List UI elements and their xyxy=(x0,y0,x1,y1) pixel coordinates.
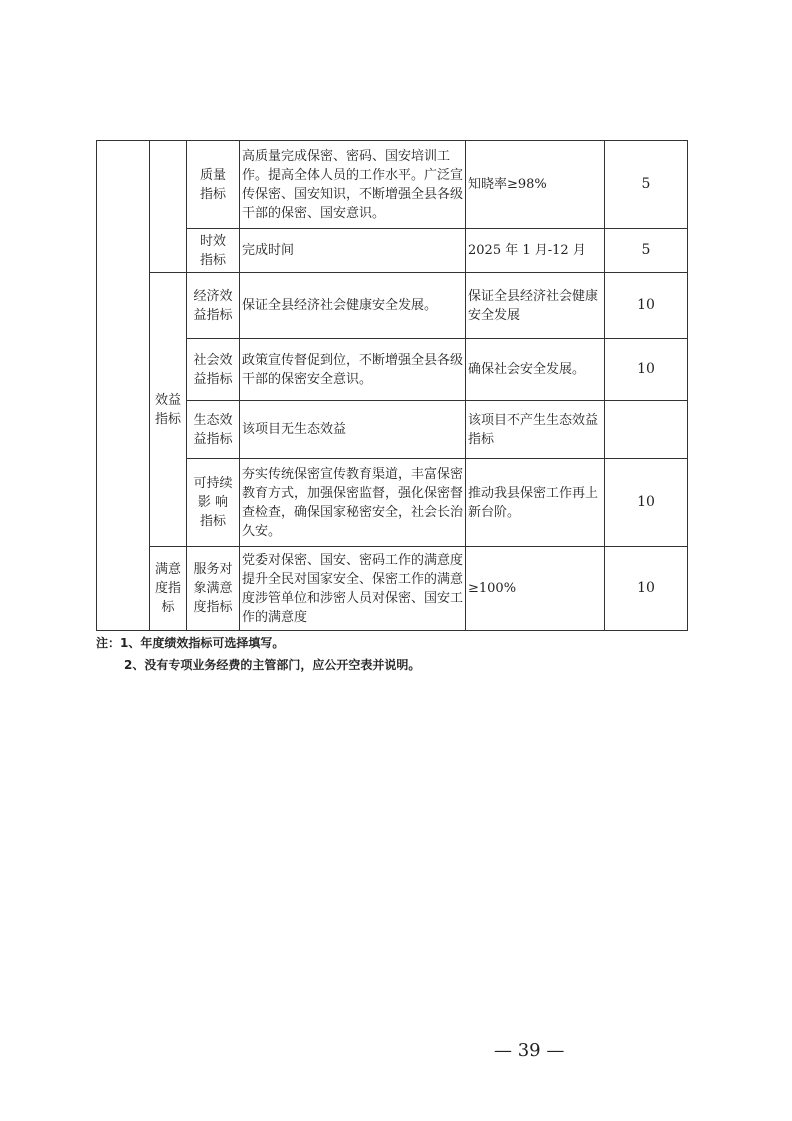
table-cell-score xyxy=(605,401,688,459)
table-cell-target: 保证全县经济社会健康安全发展 xyxy=(466,273,605,339)
table-cell-content: 夯实传统保密宣传教育渠道，丰富保密教育方式，加强保密监督，强化保密督查检查，确保国家秘密安全，社会长治久安。 xyxy=(240,459,466,547)
table-row xyxy=(97,547,688,631)
table-cell-level3: 服务对象满意度指标 xyxy=(187,547,240,631)
table-cell-target: 2025 年 1 月-12 月 xyxy=(466,229,605,273)
table-notes xyxy=(96,632,420,676)
table-cell-score: 10 xyxy=(605,273,688,339)
table-cell-score: 10 xyxy=(605,459,688,547)
table-cell-level3: 生态效益指标 xyxy=(187,401,240,459)
table-cell-level2: 满意 度指 标 xyxy=(150,547,187,631)
table-cell-level3: 质量 指标 xyxy=(187,141,240,229)
table-cell-level3: 社会效益指标 xyxy=(187,339,240,401)
page-number: — 39 — xyxy=(494,1040,565,1061)
note-line-2: 2、没有专项业务经费的主管部门，应公开空表并说明。 xyxy=(124,658,421,672)
note-line-1: 注：1、年度绩效指标可选择填写。 xyxy=(96,636,285,650)
performance-indicator-table xyxy=(96,140,688,631)
table-cell-content: 政策宣传督促到位，不断增强全县各级干部的保密安全意识。 xyxy=(240,339,466,401)
table-cell-score: 10 xyxy=(605,339,688,401)
table-cell-level1 xyxy=(97,141,150,631)
table-cell-target: 确保社会安全发展。 xyxy=(466,339,605,401)
table-cell-target: 知晓率≥98% xyxy=(466,141,605,229)
table-cell-content: 党委对保密、国安、密码工作的满意度提升全民对国家安全、保密工作的满意度涉管单位和涉密人员对保密、国安工作的满意度 xyxy=(240,547,466,631)
table-cell-level3: 经济效益指标 xyxy=(187,273,240,339)
table-cell-content: 该项目无生态效益 xyxy=(240,401,466,459)
table-cell-level3: 时效 指标 xyxy=(187,229,240,273)
table-cell-content: 保证全县经济社会健康安全发展。 xyxy=(240,273,466,339)
table-cell-level3: 可持续 影 响 指标 xyxy=(187,459,240,547)
table-cell-target: ≥100% xyxy=(466,547,605,631)
table-cell-score: 10 xyxy=(605,547,688,631)
table-cell-level2: 效益 指标 xyxy=(150,273,187,547)
table-cell-level2 xyxy=(150,141,187,273)
table-row xyxy=(97,273,688,339)
table-cell-content: 完成时间 xyxy=(240,229,466,273)
table-cell-score: 5 xyxy=(605,229,688,273)
table-row xyxy=(97,141,688,229)
table-cell-content: 高质量完成保密、密码、国安培训工作。提高全体人员的工作水平。广泛宣传保密、国安知识，不断增强全县各级干部的保密、国安意识。 xyxy=(240,141,466,229)
table-cell-target: 该项目不产生生态效益指标 xyxy=(466,401,605,459)
table-cell-score: 5 xyxy=(605,141,688,229)
table-cell-target: 推动我县保密工作再上新台阶。 xyxy=(466,459,605,547)
